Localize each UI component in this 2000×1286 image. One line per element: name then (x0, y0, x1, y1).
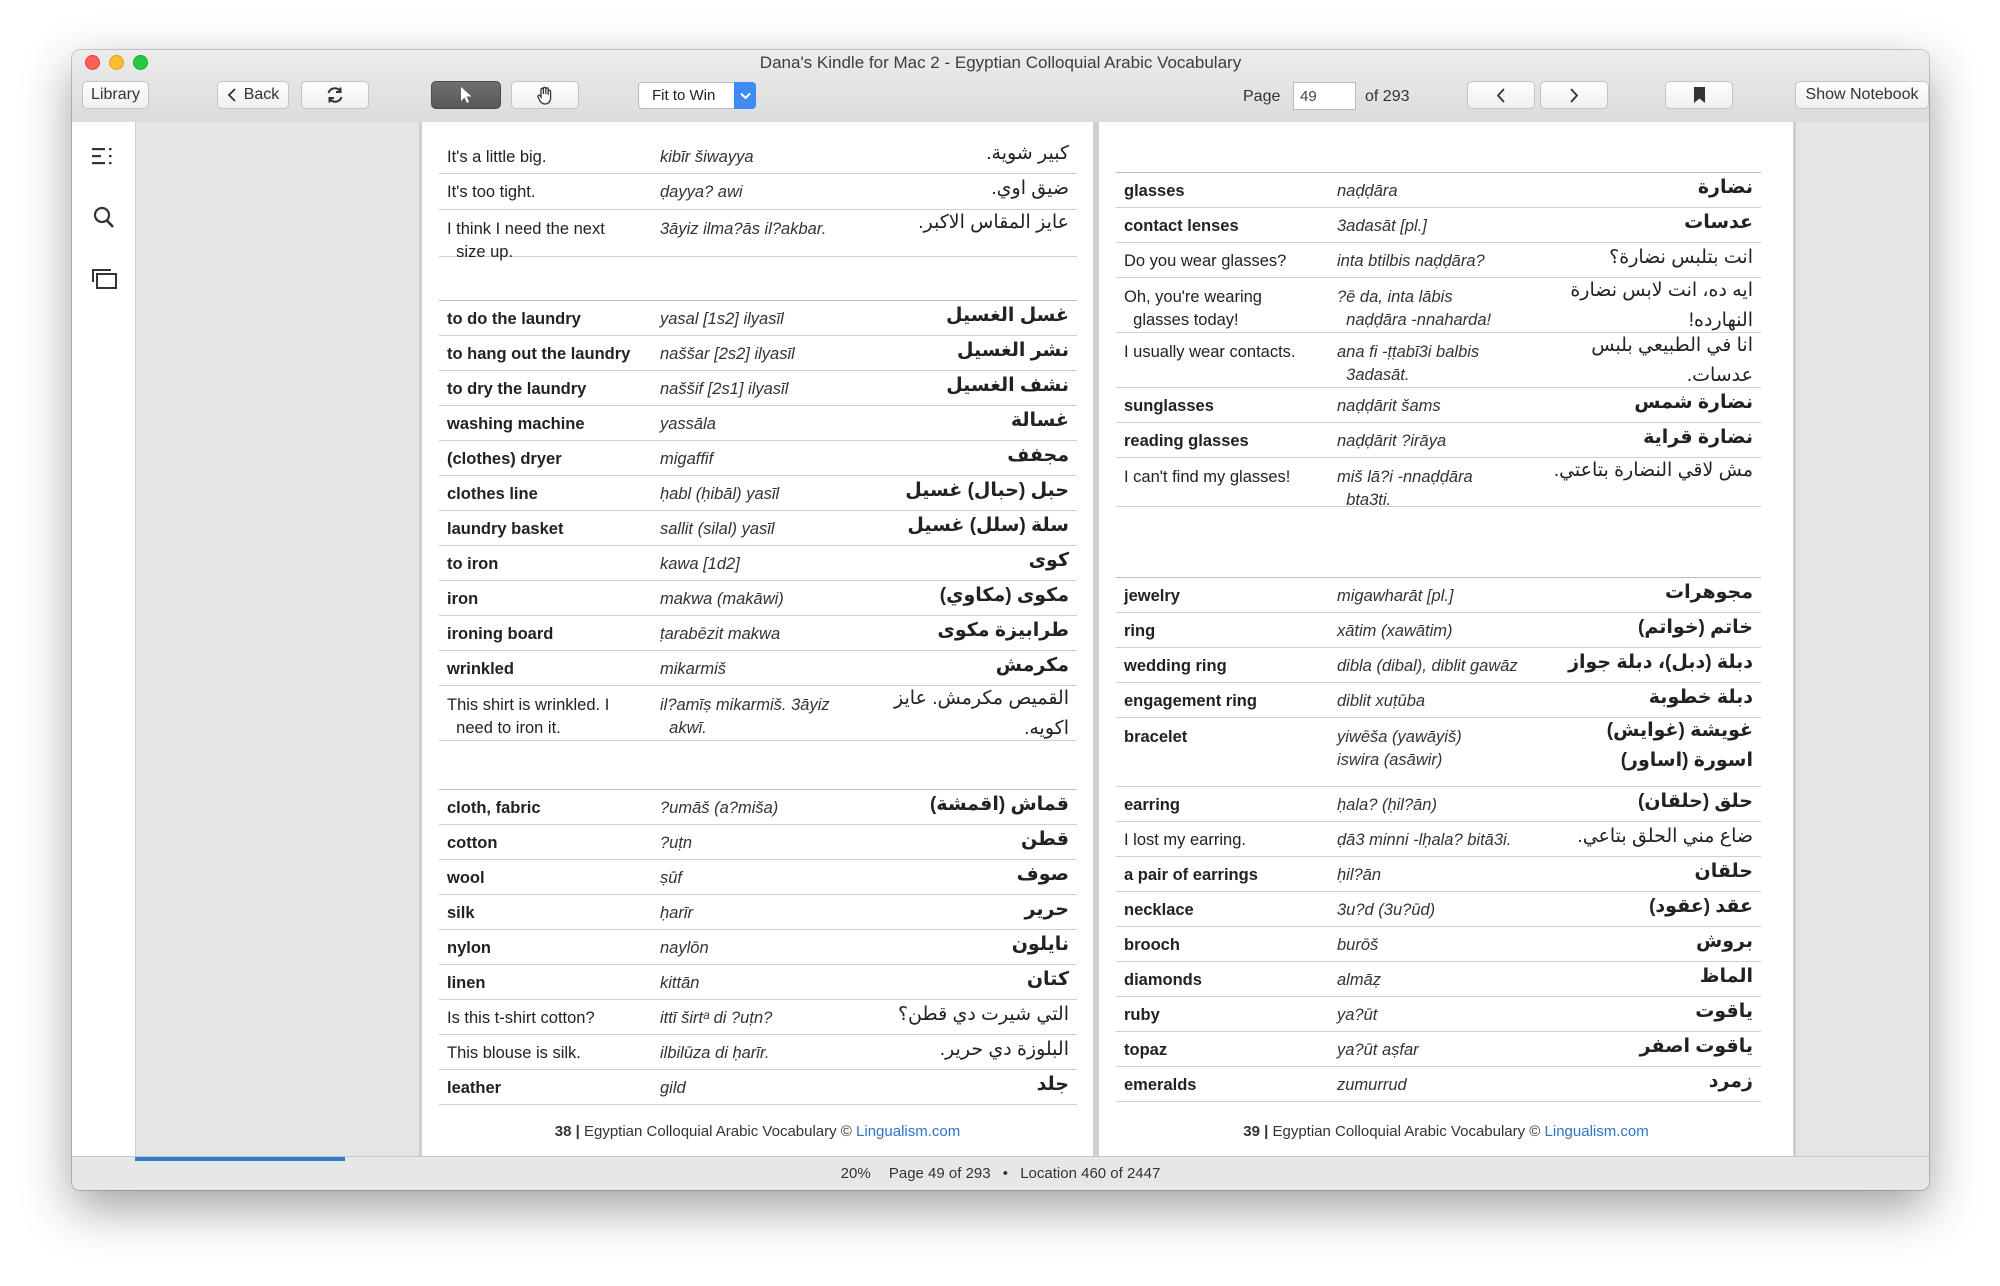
english-term: diamonds (1124, 971, 1202, 989)
vocab-row (1116, 683, 1761, 718)
section-divider (1116, 577, 1761, 578)
vocab-row (1116, 787, 1761, 822)
transliteration: xātim (xawātim) (1337, 622, 1453, 640)
arabic-term: ايه ده، انت لابس نضارة النهارده! (1570, 280, 1753, 331)
arabic-term: حبل (حبال) غسيل (905, 480, 1069, 501)
arabic-term: عايز المقاس الاكبر. (918, 212, 1069, 233)
search-icon[interactable] (93, 206, 115, 230)
transliteration: ṣūf (660, 869, 683, 887)
left-footer-link[interactable]: Lingualism.com (856, 1123, 961, 1140)
vocab-row (439, 930, 1077, 965)
arabic-term: البلوزة دي حرير. (939, 1039, 1069, 1060)
bookmark-button[interactable] (1665, 81, 1733, 109)
english-term: ruby (1124, 1006, 1160, 1024)
english-term: leather (447, 1079, 502, 1097)
vocab-row (1116, 388, 1761, 423)
transliteration: ḥabl (ḥibāl) yasīl (660, 485, 780, 503)
vocab-row (1116, 718, 1761, 787)
transliteration: 3adasāt [pl.] (1337, 217, 1427, 235)
transliteration: ?ē da, inta lābis naḍḍāra -nnaharda! (1337, 288, 1492, 329)
left-page-footer (422, 1123, 1093, 1140)
fit-to-window-select[interactable] (638, 82, 756, 109)
english-term: Do you wear glasses? (1124, 252, 1287, 270)
right-page-number: 39 | (1243, 1123, 1269, 1140)
english-term: laundry basket (447, 520, 564, 538)
english-term: bracelet (1124, 728, 1188, 746)
transliteration: migaffif (660, 450, 714, 468)
arabic-term: قماش (اقمشة) (929, 794, 1069, 815)
arabic-term: القميص مكرمش. عايز اكويه. (894, 688, 1069, 739)
transliteration: ittī širtᵃ di ?uṭn? (660, 1009, 773, 1027)
transliteration: dibla (dibal), diblit gawāz (1337, 657, 1518, 675)
arabic-term: ضاع مني الحلق بتاعي. (1577, 826, 1753, 847)
vocab-row (1116, 892, 1761, 927)
english-term: jewelry (1124, 587, 1180, 605)
arabic-term: نضارة (1697, 177, 1753, 198)
arabic-term: غويشة (غوايش) اسورة (اساور) (1606, 720, 1753, 771)
arabic-term: صوف (1016, 864, 1069, 885)
select-tool-button[interactable] (431, 81, 501, 109)
arabic-term: كتان (1026, 969, 1069, 990)
chevron-left-icon (227, 88, 237, 102)
right-footer-link[interactable]: Lingualism.com (1544, 1123, 1649, 1140)
right-footer-text: Egyptian Colloquial Arabic Vocabulary © (1268, 1123, 1545, 1140)
page-total: of 293 (1365, 88, 1410, 105)
transliteration: il?amīṣ mikarmiš. 3āyiz akwī. (660, 696, 830, 737)
english-term: contact lenses (1124, 217, 1239, 235)
english-term: ring (1124, 622, 1156, 640)
english-term: Is this t-shirt cotton? (447, 1009, 595, 1027)
section-divider (1116, 172, 1761, 173)
arabic-term: كوى (1028, 550, 1069, 571)
transliteration: naḍḍārit šams (1337, 397, 1441, 415)
vocab-row (1116, 208, 1761, 243)
section-divider (439, 789, 1077, 790)
chevron-left-icon (1496, 88, 1506, 103)
chevron-down-icon (734, 82, 756, 109)
transliteration: ya?ūt aṣfar (1337, 1041, 1419, 1059)
vocab-row (439, 371, 1077, 406)
transliteration: 3āyiz ilma?ās il?akbar. (660, 220, 827, 238)
english-term: It's a little big. (447, 148, 547, 166)
arabic-term: نشف الغسيل (946, 375, 1069, 396)
arabic-term: عقد (عقود) (1649, 896, 1753, 917)
vocab-row (439, 825, 1077, 860)
english-term: to hang out the laundry (447, 345, 631, 363)
vocab-row (439, 860, 1077, 895)
transliteration: yassāla (660, 415, 716, 433)
right-page-footer (1099, 1123, 1793, 1140)
library-button[interactable]: Library (82, 81, 149, 109)
arabic-term: مكرمش (995, 655, 1069, 676)
transliteration: naylōn (660, 939, 709, 957)
sidebar (72, 122, 136, 1156)
transliteration: yasal [1s2] ilyasīl (660, 310, 784, 328)
refresh-icon (325, 86, 345, 104)
transliteration: inta btilbis naḍḍāra? (1337, 252, 1485, 270)
vocab-row (439, 1070, 1077, 1105)
english-term: wedding ring (1124, 657, 1227, 675)
transliteration: naḍḍārit ?irāya (1337, 432, 1447, 450)
english-term: I usually wear contacts. (1124, 343, 1296, 361)
transliteration: 3u?d (3u?ūd) (1337, 901, 1436, 919)
english-term: clothes line (447, 485, 538, 503)
bookmark-icon (1693, 87, 1706, 104)
english-term: emeralds (1124, 1076, 1197, 1094)
back-button[interactable] (217, 81, 289, 109)
arabic-term: سلة (سلل) غسيل (907, 515, 1069, 536)
arabic-term: غسالة (1010, 410, 1069, 431)
page-number-input[interactable]: 49 (1293, 82, 1356, 110)
arabic-term: زمرد (1708, 1071, 1753, 1092)
arabic-term: نشر الغسيل (957, 340, 1069, 361)
transliteration: kittān (660, 974, 700, 992)
status-bar (72, 1156, 1929, 1190)
english-term: to dry the laundry (447, 380, 587, 398)
arabic-term: عدسات (1684, 212, 1753, 233)
transliteration: sallit (silal) yasīl (660, 520, 775, 538)
vocab-row (439, 790, 1077, 825)
vocab-row (439, 686, 1077, 741)
vocab-row (1116, 1032, 1761, 1067)
right-page (1099, 122, 1793, 1156)
transliteration: burōš (1337, 936, 1379, 954)
arabic-term: حلق (حلقان) (1638, 791, 1753, 812)
english-term: This shirt is wrinkled. I need to iron it. (447, 696, 610, 737)
flashcards-icon[interactable] (92, 268, 118, 290)
vocab-row (1116, 613, 1761, 648)
transliteration: almāẓ (1337, 971, 1382, 989)
page-label: Page (1243, 88, 1281, 105)
english-term: topaz (1124, 1041, 1168, 1059)
fit-select-value: Fit to Win (652, 87, 716, 104)
reading-progress-bar[interactable] (135, 1157, 345, 1161)
english-term: It's too tight. (447, 183, 536, 201)
table-of-contents-icon[interactable] (91, 146, 117, 166)
transliteration: ya?ūt (1337, 1006, 1378, 1024)
arabic-term: بروش (1696, 931, 1753, 952)
vocab-row (1116, 857, 1761, 892)
arabic-term: ضيق اوي. (991, 178, 1069, 199)
vocab-row (439, 139, 1077, 174)
vocab-row (1116, 1067, 1761, 1102)
arabic-term: مجفف (1007, 445, 1069, 466)
english-term: This blouse is silk. (447, 1044, 581, 1062)
arabic-term: دبلة خطوبة (1648, 687, 1753, 708)
transliteration: migawharāt [pl.] (1337, 587, 1454, 605)
arabic-term: نايلون (1011, 934, 1069, 955)
arabic-term: ياقوت (1695, 1001, 1753, 1022)
vocab-row (1116, 962, 1761, 997)
transliteration: kawa [1d2] (660, 555, 740, 573)
transliteration: yiwēša (yawāyiš) iswira (asāwir) (1337, 728, 1462, 769)
english-term: I think I need the next size up. (447, 220, 605, 261)
transliteration: miš lā?i -nnaḍḍāra bta3ti. (1337, 468, 1473, 509)
english-term: washing machine (447, 415, 585, 433)
vocab-row (439, 336, 1077, 371)
vocab-row (439, 174, 1077, 210)
english-term: to iron (447, 555, 499, 573)
arabic-term: التي شيرت دي قطن؟ (897, 1004, 1069, 1025)
arabic-term: جلد (1036, 1074, 1069, 1095)
english-term: engagement ring (1124, 692, 1257, 710)
percent-read: 20% (840, 1165, 871, 1182)
english-term: ironing board (447, 625, 554, 643)
arabic-term: غسل الغسيل (946, 305, 1069, 326)
arabic-term: دبلة (دبل)، دبلة جواز (1568, 652, 1753, 673)
next-page-button[interactable] (1540, 81, 1608, 109)
section-divider (439, 300, 1077, 301)
left-page-number: 38 | (554, 1123, 580, 1140)
english-term: I can't find my glasses! (1124, 468, 1291, 486)
english-term: sunglasses (1124, 397, 1214, 415)
title-bar (72, 50, 1929, 123)
sync-button[interactable] (301, 81, 369, 109)
english-term: necklace (1124, 901, 1194, 919)
transliteration: ?uṭn (660, 834, 693, 852)
english-term: reading glasses (1124, 432, 1249, 450)
arabic-term: كبير شوية. (986, 143, 1069, 164)
chevron-right-icon (1569, 88, 1579, 103)
previous-page-button[interactable] (1467, 81, 1535, 109)
back-label: Back (243, 86, 280, 103)
transliteration: ḥil?ān (1337, 866, 1382, 884)
transliteration: ḥarīr (660, 904, 694, 922)
status-bullet: • (1002, 1165, 1009, 1182)
english-term: nylon (447, 939, 491, 957)
transliteration: naššif [2s1] ilyasīl (660, 380, 789, 398)
transliteration: ṭarabēzit makwa (660, 625, 781, 643)
arabic-term: قطن (1020, 829, 1069, 850)
english-term: cotton (447, 834, 498, 852)
arabic-term: نضارة شمس (1634, 392, 1753, 413)
hand-tool-button[interactable] (511, 81, 579, 109)
vocab-row (439, 895, 1077, 930)
status-page: Page 49 of 293 (888, 1165, 991, 1182)
vocab-row (439, 546, 1077, 581)
status-text (72, 1165, 1929, 1182)
reading-area (136, 122, 1929, 1156)
transliteration: ḥala? (ḥil?ān) (1337, 796, 1437, 814)
transliteration: makwa (makāwi) (660, 590, 784, 608)
arabic-term: انت بتلبس نضارة؟ (1609, 247, 1753, 268)
english-term: earring (1124, 796, 1180, 814)
arabic-term: مكوى (مكاوي) (939, 585, 1069, 606)
vocab-row (439, 476, 1077, 511)
vocab-row (439, 441, 1077, 476)
hand-icon (536, 86, 554, 105)
vocab-row (439, 406, 1077, 441)
english-term: a pair of earrings (1124, 866, 1258, 884)
transliteration: zumurrud (1337, 1076, 1407, 1094)
vocab-row (439, 616, 1077, 651)
english-term: brooch (1124, 936, 1180, 954)
left-page (422, 122, 1093, 1156)
status-location: Location 460 of 2447 (1020, 1165, 1161, 1182)
arabic-term: نضارة قراية (1643, 427, 1753, 448)
vocab-row (1116, 458, 1761, 507)
vocab-row (1116, 333, 1761, 388)
transliteration: diblit xuṭūba (1337, 692, 1426, 710)
transliteration: gild (660, 1079, 686, 1097)
transliteration: ḍayya? awi (660, 183, 743, 201)
english-term: (clothes) dryer (447, 450, 562, 468)
english-term: cloth, fabric (447, 799, 541, 817)
transliteration: kibīr šiwayya (660, 148, 754, 166)
arabic-term: انا في الطبيعي بلبس عدسات. (1591, 335, 1753, 386)
english-term: wrinkled (447, 660, 514, 678)
vocab-row (439, 1000, 1077, 1035)
vocab-row (1116, 578, 1761, 613)
transliteration: ana fi -ṭṭabī3i balbis 3adasāt. (1337, 343, 1480, 384)
transliteration: ilbilūza di ḥarīr. (660, 1044, 770, 1062)
kindle-window (72, 50, 1929, 1190)
vocab-row (439, 1035, 1077, 1070)
english-term: to do the laundry (447, 310, 581, 328)
vocab-row (1116, 278, 1761, 333)
vocab-row (439, 511, 1077, 546)
vocab-row (1116, 822, 1761, 857)
vocab-row (1116, 927, 1761, 962)
arabic-term: مش لاقي النضارة بتاعتي. (1553, 460, 1753, 481)
english-term: Oh, you're wearing glasses today! (1124, 288, 1262, 329)
vocab-row (1116, 648, 1761, 683)
arabic-term: طرابيزة مكوى (937, 620, 1069, 641)
vocab-row (1116, 243, 1761, 278)
english-term: I lost my earring. (1124, 831, 1246, 849)
vocab-row (1116, 423, 1761, 458)
english-term: wool (447, 869, 485, 887)
vocab-row (439, 581, 1077, 616)
vocab-row (439, 301, 1077, 336)
arabic-term: حرير (1024, 899, 1069, 920)
english-term: silk (447, 904, 475, 922)
vocab-row (439, 651, 1077, 686)
english-term: linen (447, 974, 486, 992)
arabic-term: الماظ (1699, 966, 1753, 987)
left-footer-text: Egyptian Colloquial Arabic Vocabulary © (579, 1123, 857, 1140)
arabic-term: حلقان (1694, 861, 1753, 882)
vocab-row (1116, 997, 1761, 1032)
vocab-row (1116, 173, 1761, 208)
vocab-row (439, 210, 1077, 261)
transliteration: ?umāš (a?miša) (660, 799, 779, 817)
vocab-row (439, 965, 1077, 1000)
show-notebook-button[interactable]: Show Notebook (1795, 81, 1929, 109)
cursor-arrow-icon (459, 86, 473, 104)
english-term: glasses (1124, 182, 1185, 200)
transliteration: naḍḍāra (1337, 182, 1398, 200)
transliteration: ḍā3 minni -lḥala? bitā3i. (1337, 831, 1512, 849)
arabic-term: خاتم (خواتم) (1638, 617, 1753, 638)
arabic-term: مجوهرات (1665, 582, 1753, 603)
transliteration: naššar [2s2] ilyasīl (660, 345, 795, 363)
window-title: Dana's Kindle for Mac 2 - Egyptian Colloquial Arabic Vocabulary (759, 53, 1242, 72)
transliteration: mikarmiš (660, 660, 726, 678)
arabic-term: ياقوت اصفر (1639, 1036, 1753, 1057)
english-term: iron (447, 590, 479, 608)
